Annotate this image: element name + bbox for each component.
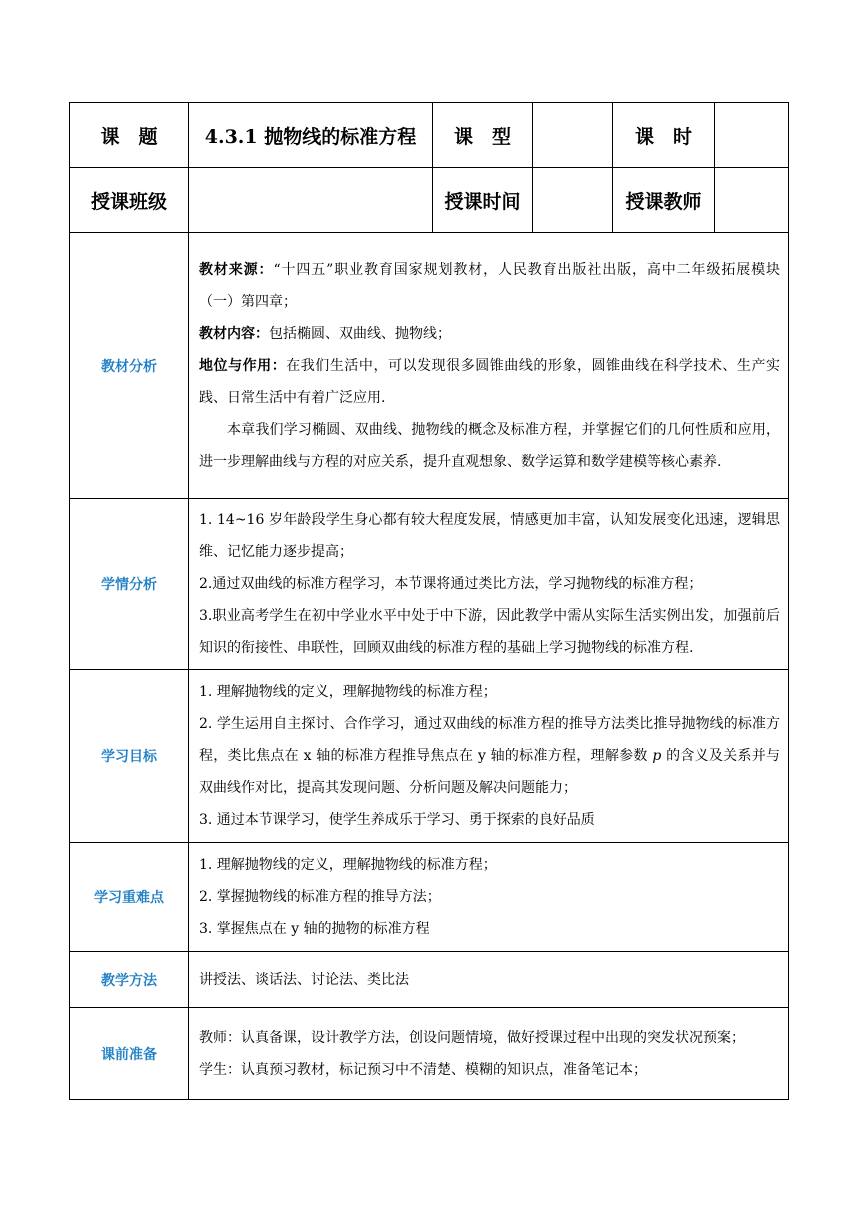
class-label: 授课班级 bbox=[70, 168, 189, 233]
preparation-item-2: 学生：认真预习教材，标记预习中不清楚、模糊的知识点，准备笔记本； bbox=[199, 1061, 647, 1078]
header-row-2 bbox=[70, 168, 789, 233]
preparation-row bbox=[70, 1008, 789, 1100]
time-value bbox=[533, 168, 613, 233]
preparation-content bbox=[189, 1008, 789, 1100]
keypoints-item-3: 3. 掌握焦点在 y 轴的抛物的标准方程 bbox=[199, 921, 430, 937]
keypoints-item-1: 1. 理解抛物线的定义，理解抛物线的标准方程； bbox=[199, 857, 497, 873]
textbook-paragraph: 本章我们学习椭圆、双曲线、抛物线的概念及标准方程，并掌握它们的几何性质和应用，进一步理解曲线与方程的对应关系，提升直观想象、数学运算和数学建模等核心素养. bbox=[199, 421, 780, 470]
textbook-source bbox=[199, 254, 780, 318]
type-value bbox=[533, 103, 613, 168]
source-key: 教材来源： bbox=[199, 261, 274, 278]
objectives-item-2 bbox=[199, 708, 780, 804]
role-text: 在我们生活中，可以发现很多圆锥曲线的形象，圆锥曲线在科学技术、生产实践、日常生活中有着广泛应用. bbox=[199, 357, 781, 406]
preparation-item-1: 教师：认真备课，设计教学方法，创设问题情境，做好授课过程中出现的突发状况预案； bbox=[199, 1029, 745, 1046]
class-value bbox=[189, 168, 433, 233]
source-text: “十四五”职业教育国家规划教材，人民教育出版社出版，高中二年级拓展模块（一）第四章； bbox=[199, 261, 781, 310]
students-content bbox=[189, 499, 789, 670]
type-label: 课 型 bbox=[433, 103, 533, 168]
keypoints-content bbox=[189, 843, 789, 952]
methods-text: 讲授法、谈话法、讨论法、类比法 bbox=[189, 952, 789, 1008]
objectives-row bbox=[70, 670, 789, 843]
content-text: 包括椭圆、双曲线、抛物线； bbox=[269, 325, 451, 342]
topic-value: 4.3.1 抛物线的标准方程 bbox=[189, 103, 433, 168]
textbook-content bbox=[189, 233, 789, 499]
methods-row bbox=[70, 952, 789, 1008]
textbook-role bbox=[199, 350, 780, 414]
students-item-1: 1. 14~16 岁年龄段学生身心都有较大程度发展，情感更加丰富，认知发展变化迅速，逻辑思维、记忆能力逐步提高； bbox=[199, 512, 780, 560]
objectives-label: 学习目标 bbox=[70, 670, 189, 843]
textbook-label: 教材分析 bbox=[70, 233, 189, 499]
methods-label: 教学方法 bbox=[70, 952, 189, 1008]
objectives-item-3: 3. 通过本节课学习，使学生养成乐于学习、勇于探索的良好品质 bbox=[199, 812, 595, 828]
students-row bbox=[70, 499, 789, 670]
objectives-item-2-b: 的含义及关系并与双曲线作对比，提高其发现问题、分析问题及解决问题能力； bbox=[199, 748, 781, 796]
objectives-item-1: 1. 理解抛物线的定义，理解抛物线的标准方程； bbox=[199, 684, 497, 700]
keypoints-row bbox=[70, 843, 789, 952]
keypoints-item-2: 2. 掌握抛物线的标准方程的推导方法； bbox=[199, 889, 441, 905]
param-p: p bbox=[652, 748, 662, 764]
teacher-value bbox=[715, 168, 789, 233]
content-key: 教材内容： bbox=[199, 325, 269, 342]
teacher-label: 授课教师 bbox=[613, 168, 715, 233]
time-label: 授课时间 bbox=[433, 168, 533, 233]
keypoints-label: 学习重难点 bbox=[70, 843, 189, 952]
topic-label: 课 题 bbox=[70, 103, 189, 168]
hours-value bbox=[715, 103, 789, 168]
textbook-content-line bbox=[199, 318, 780, 350]
students-item-3: 3.职业高考学生在初中学业水平中处于中下游，因此教学中需从实际生活实例出发，加强前后知识的衔接性、串联性，回顾双曲线的标准方程的基础上学习抛物线的标准方程. bbox=[199, 608, 780, 656]
textbook-row bbox=[70, 233, 789, 499]
students-label: 学情分析 bbox=[70, 499, 189, 670]
preparation-label: 课前准备 bbox=[70, 1008, 189, 1100]
lesson-plan-table bbox=[69, 102, 789, 1100]
hours-label: 课 时 bbox=[613, 103, 715, 168]
objectives-item-2-a: 2. 学生运用自主探讨、合作学习，通过双曲线的标准方程的推导方法类比推导抛物线的标准方程，类比焦点在 x 轴的标准方程推导焦点在 y 轴的标准方程，理解参数 bbox=[199, 716, 780, 764]
header-row-1 bbox=[70, 103, 789, 168]
objectives-content bbox=[189, 670, 789, 843]
students-item-2: 2.通过双曲线的标准方程学习，本节课将通过类比方法，学习抛物线的标准方程； bbox=[199, 576, 703, 592]
role-key: 地位与作用： bbox=[199, 357, 287, 374]
